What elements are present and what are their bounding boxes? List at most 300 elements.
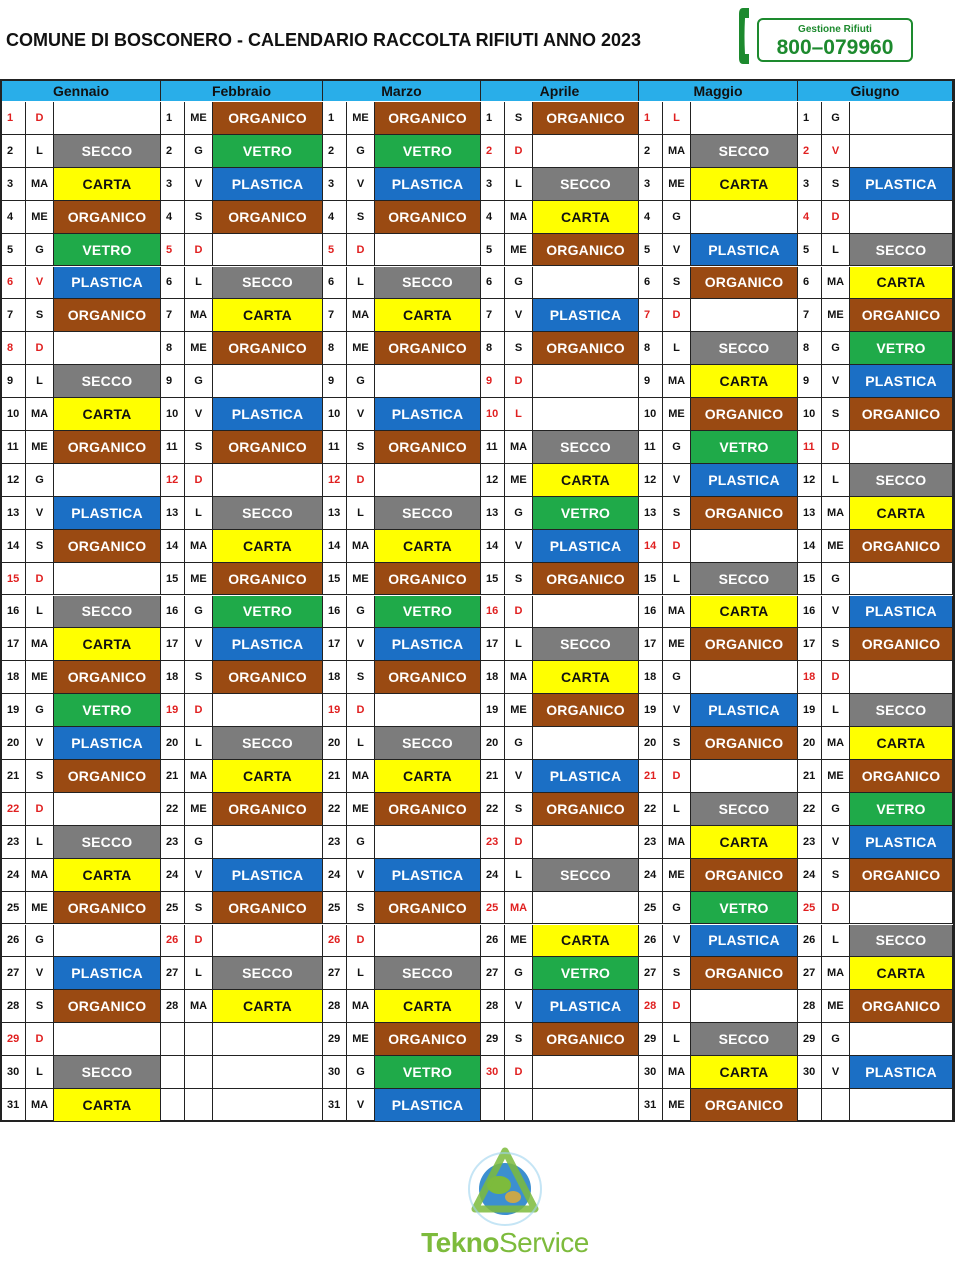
collection-carta: CARTA (54, 398, 161, 431)
weekday: MA (663, 365, 691, 398)
weekday (185, 1056, 213, 1089)
day-number: 14 (161, 530, 185, 563)
weekday: ME (505, 694, 533, 727)
collection-plastica: PLASTICA (533, 760, 639, 793)
weekday: ME (347, 563, 375, 596)
collection-plastica: PLASTICA (375, 168, 481, 201)
collection-empty (54, 793, 161, 826)
collection-organico: ORGANICO (691, 1089, 798, 1122)
month-header-maggio: Maggio (639, 81, 798, 101)
weekday: V (505, 990, 533, 1023)
day-number: 20 (639, 727, 663, 760)
weekday: S (822, 168, 850, 201)
collection-carta: CARTA (54, 168, 161, 201)
day-number: 27 (639, 957, 663, 990)
weekday: D (505, 826, 533, 859)
weekday: ME (663, 398, 691, 431)
day-number: 29 (639, 1023, 663, 1056)
collection-organico: ORGANICO (54, 990, 161, 1023)
day-number: 22 (2, 793, 26, 826)
day-number: 5 (161, 234, 185, 267)
collection-organico: ORGANICO (533, 563, 639, 596)
collection-secco: SECCO (850, 925, 953, 958)
day-number: 10 (323, 398, 347, 431)
day-number: 17 (798, 628, 822, 661)
collection-empty (691, 990, 798, 1023)
collection-secco: SECCO (54, 826, 161, 859)
collection-empty (54, 563, 161, 596)
day-number: 25 (639, 892, 663, 925)
day-number: 2 (798, 135, 822, 168)
collection-empty (213, 925, 323, 958)
collection-empty (850, 1023, 953, 1056)
weekday: D (505, 135, 533, 168)
collection-empty (850, 431, 953, 464)
collection-organico: ORGANICO (691, 859, 798, 892)
weekday: ME (185, 793, 213, 826)
weekday (505, 1089, 533, 1122)
day-number: 26 (161, 925, 185, 958)
collection-plastica: PLASTICA (213, 628, 323, 661)
collection-secco: SECCO (213, 497, 323, 530)
collection-organico: ORGANICO (533, 694, 639, 727)
day-number: 5 (481, 234, 505, 267)
collection-secco: SECCO (691, 563, 798, 596)
day-number: 14 (798, 530, 822, 563)
day-number: 12 (323, 464, 347, 497)
day-number: 28 (2, 990, 26, 1023)
collection-organico: ORGANICO (213, 332, 323, 365)
weekday: G (185, 826, 213, 859)
collection-organico: ORGANICO (691, 267, 798, 300)
weekday: L (347, 497, 375, 530)
weekday: ME (505, 464, 533, 497)
day-number: 1 (2, 102, 26, 135)
collection-secco: SECCO (375, 267, 481, 300)
weekday: V (26, 497, 54, 530)
weekday: G (822, 563, 850, 596)
day-number: 6 (161, 267, 185, 300)
collection-carta: CARTA (850, 497, 953, 530)
weekday: S (26, 990, 54, 1023)
collection-secco: SECCO (850, 464, 953, 497)
day-number: 21 (481, 760, 505, 793)
weekday: V (26, 267, 54, 300)
weekday: L (822, 694, 850, 727)
phone-label: Gestione Rifiuti (798, 24, 872, 35)
collection-organico: ORGANICO (213, 431, 323, 464)
collection-organico: ORGANICO (850, 530, 953, 563)
day-number: 23 (161, 826, 185, 859)
collection-vetro: VETRO (213, 596, 323, 629)
day-number: 4 (161, 201, 185, 234)
collection-plastica: PLASTICA (533, 990, 639, 1023)
weekday: V (347, 168, 375, 201)
collection-plastica: PLASTICA (691, 925, 798, 958)
collection-carta: CARTA (691, 365, 798, 398)
collection-vetro: VETRO (54, 694, 161, 727)
weekday: L (26, 365, 54, 398)
day-number: 15 (323, 563, 347, 596)
collection-secco: SECCO (54, 365, 161, 398)
day-number: 27 (161, 957, 185, 990)
weekday: G (505, 497, 533, 530)
weekday: ME (347, 1023, 375, 1056)
weekday: L (26, 1056, 54, 1089)
weekday: L (663, 793, 691, 826)
day-number: 4 (2, 201, 26, 234)
weekday: D (26, 1023, 54, 1056)
day-number: 23 (798, 826, 822, 859)
weekday: G (347, 1056, 375, 1089)
collection-empty (850, 892, 953, 925)
collection-organico: ORGANICO (375, 793, 481, 826)
weekday: G (822, 332, 850, 365)
day-number: 2 (481, 135, 505, 168)
weekday: MA (26, 859, 54, 892)
weekday: L (505, 628, 533, 661)
weekday: MA (505, 201, 533, 234)
collection-empty (533, 267, 639, 300)
day-number: 23 (481, 826, 505, 859)
weekday: S (663, 727, 691, 760)
weekday: D (347, 694, 375, 727)
weekday: D (26, 793, 54, 826)
collection-vetro: VETRO (850, 332, 953, 365)
day-number: 21 (2, 760, 26, 793)
weekday: D (185, 925, 213, 958)
month-header-febbraio: Febbraio (161, 81, 323, 101)
weekday: S (505, 793, 533, 826)
collection-secco: SECCO (691, 1023, 798, 1056)
collection-empty (850, 135, 953, 168)
weekday: ME (347, 102, 375, 135)
collection-secco: SECCO (533, 628, 639, 661)
weekday: V (663, 464, 691, 497)
weekday: V (505, 760, 533, 793)
collection-plastica: PLASTICA (533, 299, 639, 332)
collection-organico: ORGANICO (850, 398, 953, 431)
weekday: S (505, 563, 533, 596)
day-number: 24 (323, 859, 347, 892)
tekno-service-logo (395, 1147, 615, 1262)
weekday: MA (822, 267, 850, 300)
day-number: 21 (639, 760, 663, 793)
collection-empty (691, 102, 798, 135)
day-number: 12 (481, 464, 505, 497)
weekday: V (822, 596, 850, 629)
collection-carta: CARTA (691, 168, 798, 201)
weekday: V (347, 628, 375, 661)
day-number: 24 (2, 859, 26, 892)
weekday (185, 1089, 213, 1122)
collection-empty (54, 1023, 161, 1056)
collection-empty (213, 826, 323, 859)
collection-empty (691, 201, 798, 234)
weekday: G (185, 596, 213, 629)
weekday: MA (347, 990, 375, 1023)
collection-empty (533, 1089, 639, 1122)
collection-organico: ORGANICO (213, 563, 323, 596)
collection-organico: ORGANICO (54, 661, 161, 694)
collection-organico: ORGANICO (54, 760, 161, 793)
day-number: 9 (323, 365, 347, 398)
day-number: 18 (481, 661, 505, 694)
weekday: L (26, 596, 54, 629)
day-number: 1 (161, 102, 185, 135)
collection-organico: ORGANICO (213, 661, 323, 694)
weekday: MA (185, 760, 213, 793)
day-number: 14 (2, 530, 26, 563)
day-number: 20 (323, 727, 347, 760)
day-number: 12 (639, 464, 663, 497)
day-number: 13 (323, 497, 347, 530)
month-header-aprile: Aprile (481, 81, 639, 101)
day-number: 18 (2, 661, 26, 694)
weekday: D (347, 925, 375, 958)
weekday: V (822, 365, 850, 398)
collection-organico: ORGANICO (375, 431, 481, 464)
day-number: 3 (481, 168, 505, 201)
day-number: 5 (798, 234, 822, 267)
collection-vetro: VETRO (533, 497, 639, 530)
weekday: L (185, 497, 213, 530)
weekday: MA (822, 727, 850, 760)
weekday: D (505, 365, 533, 398)
weekday: L (347, 727, 375, 760)
day-number: 20 (481, 727, 505, 760)
day-number: 26 (639, 925, 663, 958)
weekday: V (26, 957, 54, 990)
day-number (798, 1089, 822, 1122)
collection-carta: CARTA (213, 760, 323, 793)
day-number: 11 (2, 431, 26, 464)
day-number: 9 (161, 365, 185, 398)
collection-vetro: VETRO (850, 793, 953, 826)
day-number: 1 (323, 102, 347, 135)
day-number: 10 (161, 398, 185, 431)
weekday: ME (347, 332, 375, 365)
weekday: S (26, 530, 54, 563)
weekday: V (185, 398, 213, 431)
weekday: D (663, 530, 691, 563)
collection-plastica: PLASTICA (850, 365, 953, 398)
collection-empty (54, 925, 161, 958)
weekday: ME (26, 431, 54, 464)
weekday: MA (663, 135, 691, 168)
weekday: L (663, 102, 691, 135)
day-number: 11 (798, 431, 822, 464)
day-number: 19 (161, 694, 185, 727)
day-number: 26 (798, 925, 822, 958)
weekday: ME (663, 859, 691, 892)
weekday: ME (185, 563, 213, 596)
day-number: 21 (161, 760, 185, 793)
collection-empty (375, 464, 481, 497)
collection-secco: SECCO (213, 727, 323, 760)
collection-organico: ORGANICO (691, 957, 798, 990)
collection-empty (850, 661, 953, 694)
weekday: S (185, 201, 213, 234)
collection-empty (533, 826, 639, 859)
day-number: 11 (161, 431, 185, 464)
day-number: 6 (481, 267, 505, 300)
weekday: L (663, 1023, 691, 1056)
collection-carta: CARTA (691, 826, 798, 859)
weekday (185, 1023, 213, 1056)
collection-plastica: PLASTICA (54, 957, 161, 990)
collection-empty (213, 694, 323, 727)
day-number: 4 (798, 201, 822, 234)
weekday: D (26, 102, 54, 135)
collection-organico: ORGANICO (533, 102, 639, 135)
weekday: S (185, 892, 213, 925)
day-number: 20 (2, 727, 26, 760)
day-number: 29 (481, 1023, 505, 1056)
day-number: 24 (161, 859, 185, 892)
day-number: 26 (323, 925, 347, 958)
weekday: D (822, 201, 850, 234)
day-number: 18 (323, 661, 347, 694)
collection-carta: CARTA (850, 957, 953, 990)
collection-organico: ORGANICO (54, 201, 161, 234)
day-number: 24 (639, 859, 663, 892)
day-number: 23 (2, 826, 26, 859)
collection-empty (850, 563, 953, 596)
collection-organico: ORGANICO (375, 201, 481, 234)
collection-empty (375, 925, 481, 958)
collection-carta: CARTA (533, 925, 639, 958)
collection-carta: CARTA (54, 859, 161, 892)
day-number: 27 (798, 957, 822, 990)
weekday: ME (185, 332, 213, 365)
day-number (161, 1089, 185, 1122)
collection-empty (213, 1023, 323, 1056)
day-number: 21 (323, 760, 347, 793)
weekday: MA (185, 530, 213, 563)
weekday: MA (347, 299, 375, 332)
day-number: 30 (481, 1056, 505, 1089)
day-number: 14 (639, 530, 663, 563)
collection-plastica: PLASTICA (850, 1056, 953, 1089)
collection-organico: ORGANICO (691, 628, 798, 661)
day-number: 25 (481, 892, 505, 925)
collection-organico: ORGANICO (54, 299, 161, 332)
day-number: 24 (798, 859, 822, 892)
weekday: S (505, 332, 533, 365)
collection-plastica: PLASTICA (54, 727, 161, 760)
collection-secco: SECCO (691, 135, 798, 168)
collection-organico: ORGANICO (213, 892, 323, 925)
collection-secco: SECCO (375, 727, 481, 760)
collection-secco: SECCO (54, 135, 161, 168)
weekday: V (347, 859, 375, 892)
collection-organico: ORGANICO (213, 102, 323, 135)
day-number: 7 (639, 299, 663, 332)
collection-plastica: PLASTICA (375, 398, 481, 431)
weekday: S (505, 1023, 533, 1056)
day-number: 8 (481, 332, 505, 365)
weekday: V (347, 398, 375, 431)
weekday: S (26, 760, 54, 793)
day-number: 5 (639, 234, 663, 267)
day-number: 4 (323, 201, 347, 234)
collection-vetro: VETRO (375, 1056, 481, 1089)
day-number: 15 (161, 563, 185, 596)
collection-carta: CARTA (375, 530, 481, 563)
day-number: 3 (2, 168, 26, 201)
collection-empty (533, 398, 639, 431)
weekday: G (663, 201, 691, 234)
collection-carta: CARTA (375, 760, 481, 793)
weekday: ME (26, 661, 54, 694)
weekday: L (185, 267, 213, 300)
page-title: COMUNE DI BOSCONERO - CALENDARIO RACCOLTA RIFIUTI ANNO 2023 (6, 30, 642, 50)
day-number: 6 (798, 267, 822, 300)
collection-plastica: PLASTICA (213, 398, 323, 431)
weekday: V (185, 628, 213, 661)
collection-organico: ORGANICO (375, 563, 481, 596)
collection-organico: ORGANICO (691, 727, 798, 760)
day-number: 28 (639, 990, 663, 1023)
weekday: D (822, 892, 850, 925)
weekday: D (505, 596, 533, 629)
collection-secco: SECCO (533, 859, 639, 892)
collection-organico: ORGANICO (691, 398, 798, 431)
day-number: 15 (798, 563, 822, 596)
weekday: V (185, 168, 213, 201)
day-number: 17 (323, 628, 347, 661)
weekday: S (26, 299, 54, 332)
weekday: G (347, 826, 375, 859)
day-number: 28 (161, 990, 185, 1023)
collection-vetro: VETRO (691, 431, 798, 464)
day-number: 19 (481, 694, 505, 727)
day-number: 2 (323, 135, 347, 168)
phone-number: 800–079960 (776, 36, 894, 59)
logo-word-tekno: Tekno (421, 1227, 499, 1258)
collection-organico: ORGANICO (54, 431, 161, 464)
month-header-gennaio: Gennaio (2, 81, 161, 101)
day-number: 19 (639, 694, 663, 727)
day-number (161, 1056, 185, 1089)
weekday: V (26, 727, 54, 760)
day-number: 3 (323, 168, 347, 201)
logo-wordmark (395, 1227, 615, 1259)
day-number: 17 (481, 628, 505, 661)
weekday (822, 1089, 850, 1122)
day-number: 17 (639, 628, 663, 661)
collection-secco: SECCO (213, 957, 323, 990)
weekday: S (185, 661, 213, 694)
day-number: 22 (161, 793, 185, 826)
day-number: 13 (798, 497, 822, 530)
weekday: L (505, 168, 533, 201)
day-number: 26 (481, 925, 505, 958)
day-number: 29 (323, 1023, 347, 1056)
collection-plastica: PLASTICA (533, 530, 639, 563)
day-number: 20 (798, 727, 822, 760)
day-number: 3 (161, 168, 185, 201)
day-number: 11 (323, 431, 347, 464)
weekday: ME (822, 990, 850, 1023)
recycle-globe-icon (395, 1147, 615, 1232)
weekday: ME (26, 892, 54, 925)
collection-empty (54, 332, 161, 365)
weekday: ME (26, 201, 54, 234)
day-number: 27 (2, 957, 26, 990)
collection-empty (850, 201, 953, 234)
